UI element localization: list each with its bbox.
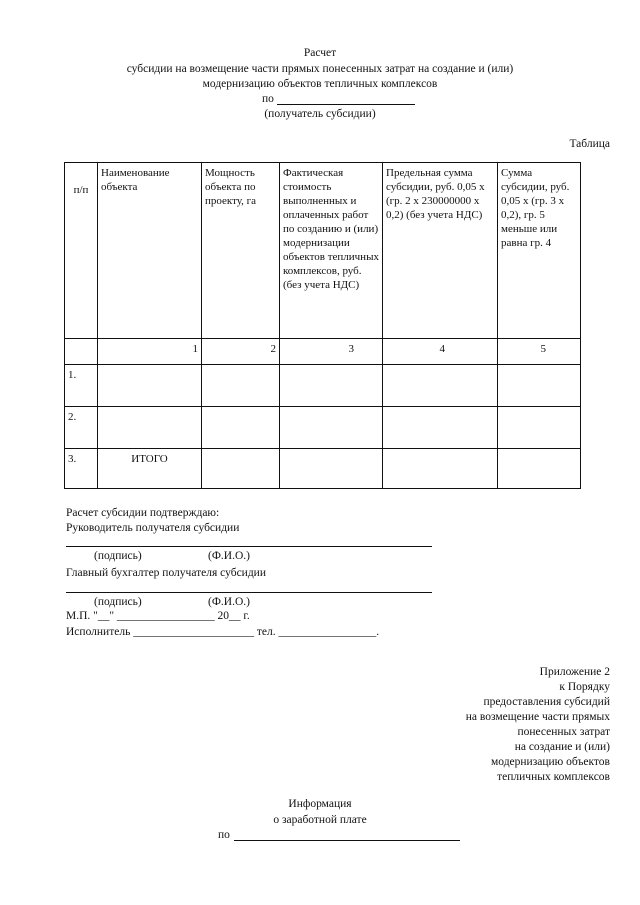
header-cell-max-subsidy: Предельная сумма субсидии, руб. 0,05 x (гр. 2 x 230000000 x 0,2) (без учета НДС) bbox=[383, 163, 498, 339]
recipient-caption: (получатель субсидии) bbox=[264, 108, 376, 120]
info-title: Информация bbox=[288, 798, 352, 810]
table-cell bbox=[202, 449, 280, 489]
row-number: 3. bbox=[65, 449, 98, 489]
chief-accountant-label: Главный бухгалтер получателя субсидии bbox=[66, 567, 266, 579]
column-number-cell bbox=[65, 339, 98, 365]
head-signature-line bbox=[66, 546, 432, 547]
table-header-row bbox=[65, 163, 581, 339]
appendix-line: модернизацию объектов bbox=[491, 756, 610, 768]
header-cell-subsidy-amount: Сумма субсидии, руб. 0,05 x (гр. 3 x 0,2), гр. 5 меньше или равна гр. 4 bbox=[498, 163, 581, 339]
header-cell-actual-cost: Фактическая стоимость выполненных и оплаченных работ по созданию и (или) модернизации объектов тепличных комплексов, руб. (без учета НДС) bbox=[280, 163, 383, 339]
info-subtitle: о заработной плате bbox=[273, 814, 367, 826]
document-subtitle-line2: модернизацию объектов тепличных комплексов bbox=[202, 78, 438, 90]
appendix-block bbox=[350, 665, 610, 784]
header-cell-name: Наименование объекта bbox=[98, 163, 202, 339]
table-cell bbox=[383, 449, 498, 489]
table-cell bbox=[280, 365, 383, 407]
info-po-label: по bbox=[218, 829, 230, 841]
subsidy-calculation-table bbox=[64, 162, 581, 489]
row-number: 2. bbox=[65, 407, 98, 449]
column-number-cell: 3 bbox=[280, 339, 383, 365]
appendix-line: понесенных затрат bbox=[517, 726, 610, 738]
table-cell bbox=[498, 365, 581, 407]
column-number-cell: 5 bbox=[498, 339, 581, 365]
table-cell bbox=[498, 449, 581, 489]
table-cell bbox=[202, 365, 280, 407]
table-row bbox=[65, 365, 581, 407]
table-cell bbox=[280, 407, 383, 449]
column-number-cell: 1 bbox=[98, 339, 202, 365]
document-title: Расчет bbox=[303, 47, 337, 59]
executor-line: Исполнитель _____________________ тел. _________________. bbox=[66, 626, 380, 638]
table-cell bbox=[202, 407, 280, 449]
column-number-cell: 2 bbox=[202, 339, 280, 365]
column-number-row bbox=[65, 339, 581, 365]
appendix-line: на создание и (или) bbox=[514, 741, 610, 753]
info-blank-line bbox=[234, 840, 460, 841]
table-row-total bbox=[65, 449, 581, 489]
table-row bbox=[65, 407, 581, 449]
table-cell bbox=[383, 407, 498, 449]
table-label: Таблица bbox=[569, 138, 610, 150]
head-of-recipient-label: Руководитель получателя субсидии bbox=[66, 522, 240, 534]
column-number-cell: 4 bbox=[383, 339, 498, 365]
confirmation-text: Расчет субсидии подтверждаю: bbox=[66, 507, 220, 519]
signature-caption: (подпись) bbox=[94, 550, 142, 562]
fio-caption-2: (Ф.И.О.) bbox=[208, 596, 250, 608]
accountant-signature-line bbox=[66, 592, 432, 593]
signature-caption-2: (подпись) bbox=[94, 596, 142, 608]
appendix-line: на возмещение части прямых bbox=[465, 711, 610, 723]
document-subtitle-line1: субсидии на возмещение части прямых понесенных затрат на создание и (или) bbox=[126, 63, 514, 75]
appendix-line: к Порядку bbox=[559, 681, 610, 693]
table-cell bbox=[383, 365, 498, 407]
row-name-cell bbox=[98, 365, 202, 407]
row-number: 1. bbox=[65, 365, 98, 407]
appendix-line: тепличных комплексов bbox=[497, 771, 610, 783]
stamp-date-line: М.П. "__" _________________ 20__ г. bbox=[66, 610, 250, 622]
table-cell bbox=[498, 407, 581, 449]
po-label: по bbox=[262, 93, 274, 105]
fio-caption: (Ф.И.О.) bbox=[208, 550, 250, 562]
header-cell-capacity: Мощность объекта по проекту, га bbox=[202, 163, 280, 339]
total-label: ИТОГО bbox=[98, 449, 202, 489]
recipient-blank-line bbox=[277, 104, 415, 105]
table-cell bbox=[280, 449, 383, 489]
header-cell-pp: п/п bbox=[65, 163, 98, 339]
row-name-cell bbox=[98, 407, 202, 449]
appendix-line: предоставления субсидий bbox=[483, 696, 610, 708]
appendix-line: Приложение 2 bbox=[539, 666, 610, 678]
